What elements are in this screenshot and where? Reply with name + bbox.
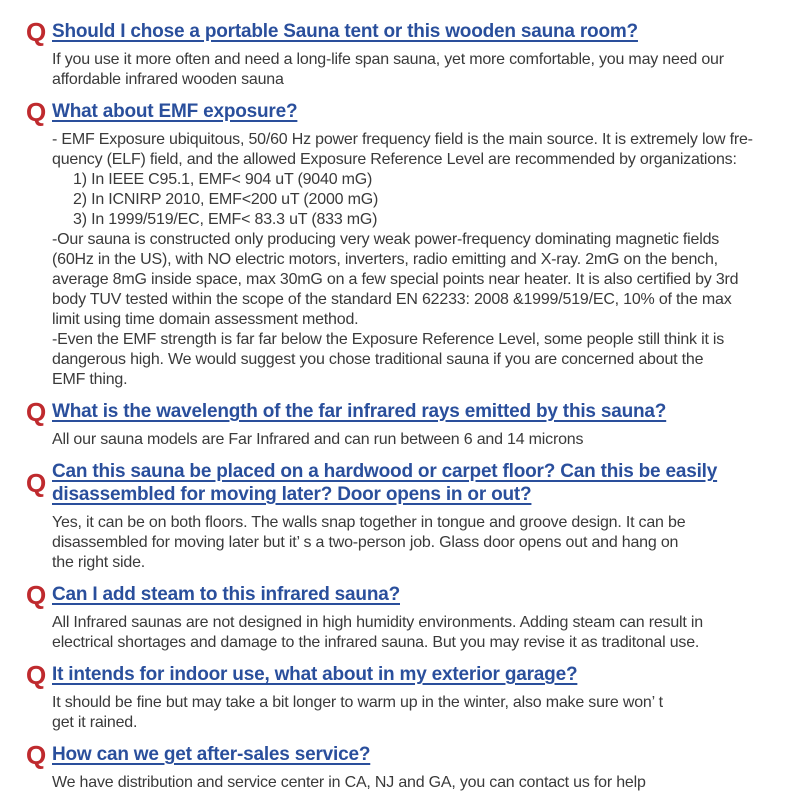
question-row — [26, 659, 778, 690]
answer-line: 2) In ICNIRP 2010, EMF<200 uT (2000 mG) — [73, 191, 379, 208]
answer-line: -Our sauna is constructed only producing very weak power-frequency dominating magnetic fields — [52, 231, 720, 248]
answer-line: EMF thing. — [52, 371, 128, 388]
answer-line: If you use it more often and need a long-life span sauna, yet more comfortable, you may need our — [52, 51, 724, 68]
answer-text — [52, 773, 778, 793]
q-marker-icon: Q — [26, 739, 47, 770]
faq-item — [26, 659, 778, 733]
answer-line: All Infrared saunas are not designed in high humidity environments. Adding steam can result in — [52, 614, 703, 631]
q-marker-icon: Q — [26, 659, 47, 690]
answer-text — [52, 693, 778, 733]
question-line: Should I chose a portable Sauna tent or this wooden sauna room? — [52, 21, 638, 42]
faq-item — [26, 396, 778, 450]
question-line: disassembled for moving later? Door opens in or out? — [52, 484, 532, 505]
answer-line: -Even the EMF strength is far far below the Exposure Reference Level, some people still think it is — [52, 331, 725, 348]
answer-line: We have distribution and service center in CA, NJ and GA, you can contact us for help — [52, 774, 646, 791]
question-link[interactable] — [52, 100, 297, 123]
faq-item — [26, 739, 778, 793]
answer-line: (60Hz in the US), with NO electric motors, inverters, radio emitting and X-ray. 2mG on the bench, — [52, 251, 718, 268]
answer-line: get it rained. — [52, 714, 138, 731]
question-line: What is the wavelength of the far infrared rays emitted by this sauna? — [52, 401, 667, 422]
question-row — [26, 460, 778, 506]
question-row — [26, 96, 778, 127]
question-row — [26, 16, 778, 47]
question-link[interactable] — [52, 663, 577, 686]
answer-text — [52, 613, 778, 653]
q-marker-icon: Q — [26, 96, 47, 127]
answer-line: All our sauna models are Far Infrared and can run between 6 and 14 microns — [52, 431, 584, 448]
question-line: Can this sauna be placed on a hardwood or carpet floor? Can this be easily — [52, 461, 718, 482]
answer-line: 1) In IEEE C95.1, EMF< 904 uT (9040 mG) — [73, 171, 373, 188]
answer-text — [52, 513, 778, 573]
question-link[interactable] — [52, 400, 666, 423]
answer-line: average 8mG inside space, max 30mG on a few special points near heater. It is also certified by 3rd — [52, 271, 739, 288]
answer-line: affordable infrared wooden sauna — [52, 71, 284, 88]
answer-line: electrical shortages and damage to the infrared sauna. But you may revise it as traditonal use. — [52, 634, 700, 651]
answer-line: Yes, it can be on both floors. The walls snap together in tongue and groove design. It can be — [52, 514, 686, 531]
question-link[interactable] — [52, 743, 370, 766]
answer-line: dangerous high. We would suggest you chose traditional sauna if you are concerned about the — [52, 351, 704, 368]
question-line: Can I add steam to this infrared sauna? — [52, 584, 400, 605]
answer-line: It should be fine but may take a bit longer to warm up in the winter, also make sure won’ t — [52, 694, 663, 711]
question-link[interactable] — [52, 460, 717, 506]
question-row — [26, 579, 778, 610]
answer-line: the right side. — [52, 554, 146, 571]
question-row — [26, 396, 778, 427]
faq-item — [26, 16, 778, 90]
answer-text — [52, 50, 778, 90]
answer-text — [52, 130, 778, 390]
q-marker-icon: Q — [26, 579, 47, 610]
faq-item — [26, 96, 778, 390]
answer-line: disassembled for moving later but it’ s a two-person job. Glass door opens out and hang on — [52, 534, 679, 551]
q-marker-icon: Q — [26, 468, 47, 498]
answer-line: body TUV tested within the scope of the standard EN 62233: 2008 &1999/519/EC, 10% of the max — [52, 291, 732, 308]
answer-line: 3) In 1999/519/EC, EMF< 83.3 uT (833 mG) — [73, 211, 378, 228]
answer-text — [52, 430, 778, 450]
question-line: How can we get after-sales service? — [52, 744, 371, 765]
question-line: It intends for indoor use, what about in my exterior garage? — [52, 664, 578, 685]
answer-line: quency (ELF) field, and the allowed Exposure Reference Level are recommended by organizations: — [52, 151, 737, 168]
question-row — [26, 739, 778, 770]
q-marker-icon: Q — [26, 16, 47, 47]
answer-line: limit using time domain assessment method. — [52, 311, 359, 328]
answer-line: - EMF Exposure ubiquitous, 50/60 Hz power frequency field is the main source. It is extremely low fre- — [52, 131, 753, 148]
question-link[interactable] — [52, 20, 638, 43]
question-link[interactable] — [52, 583, 400, 606]
q-marker-icon: Q — [26, 396, 47, 427]
question-line: What about EMF exposure? — [52, 101, 298, 122]
faq-item — [26, 460, 778, 573]
faq-item — [26, 579, 778, 653]
